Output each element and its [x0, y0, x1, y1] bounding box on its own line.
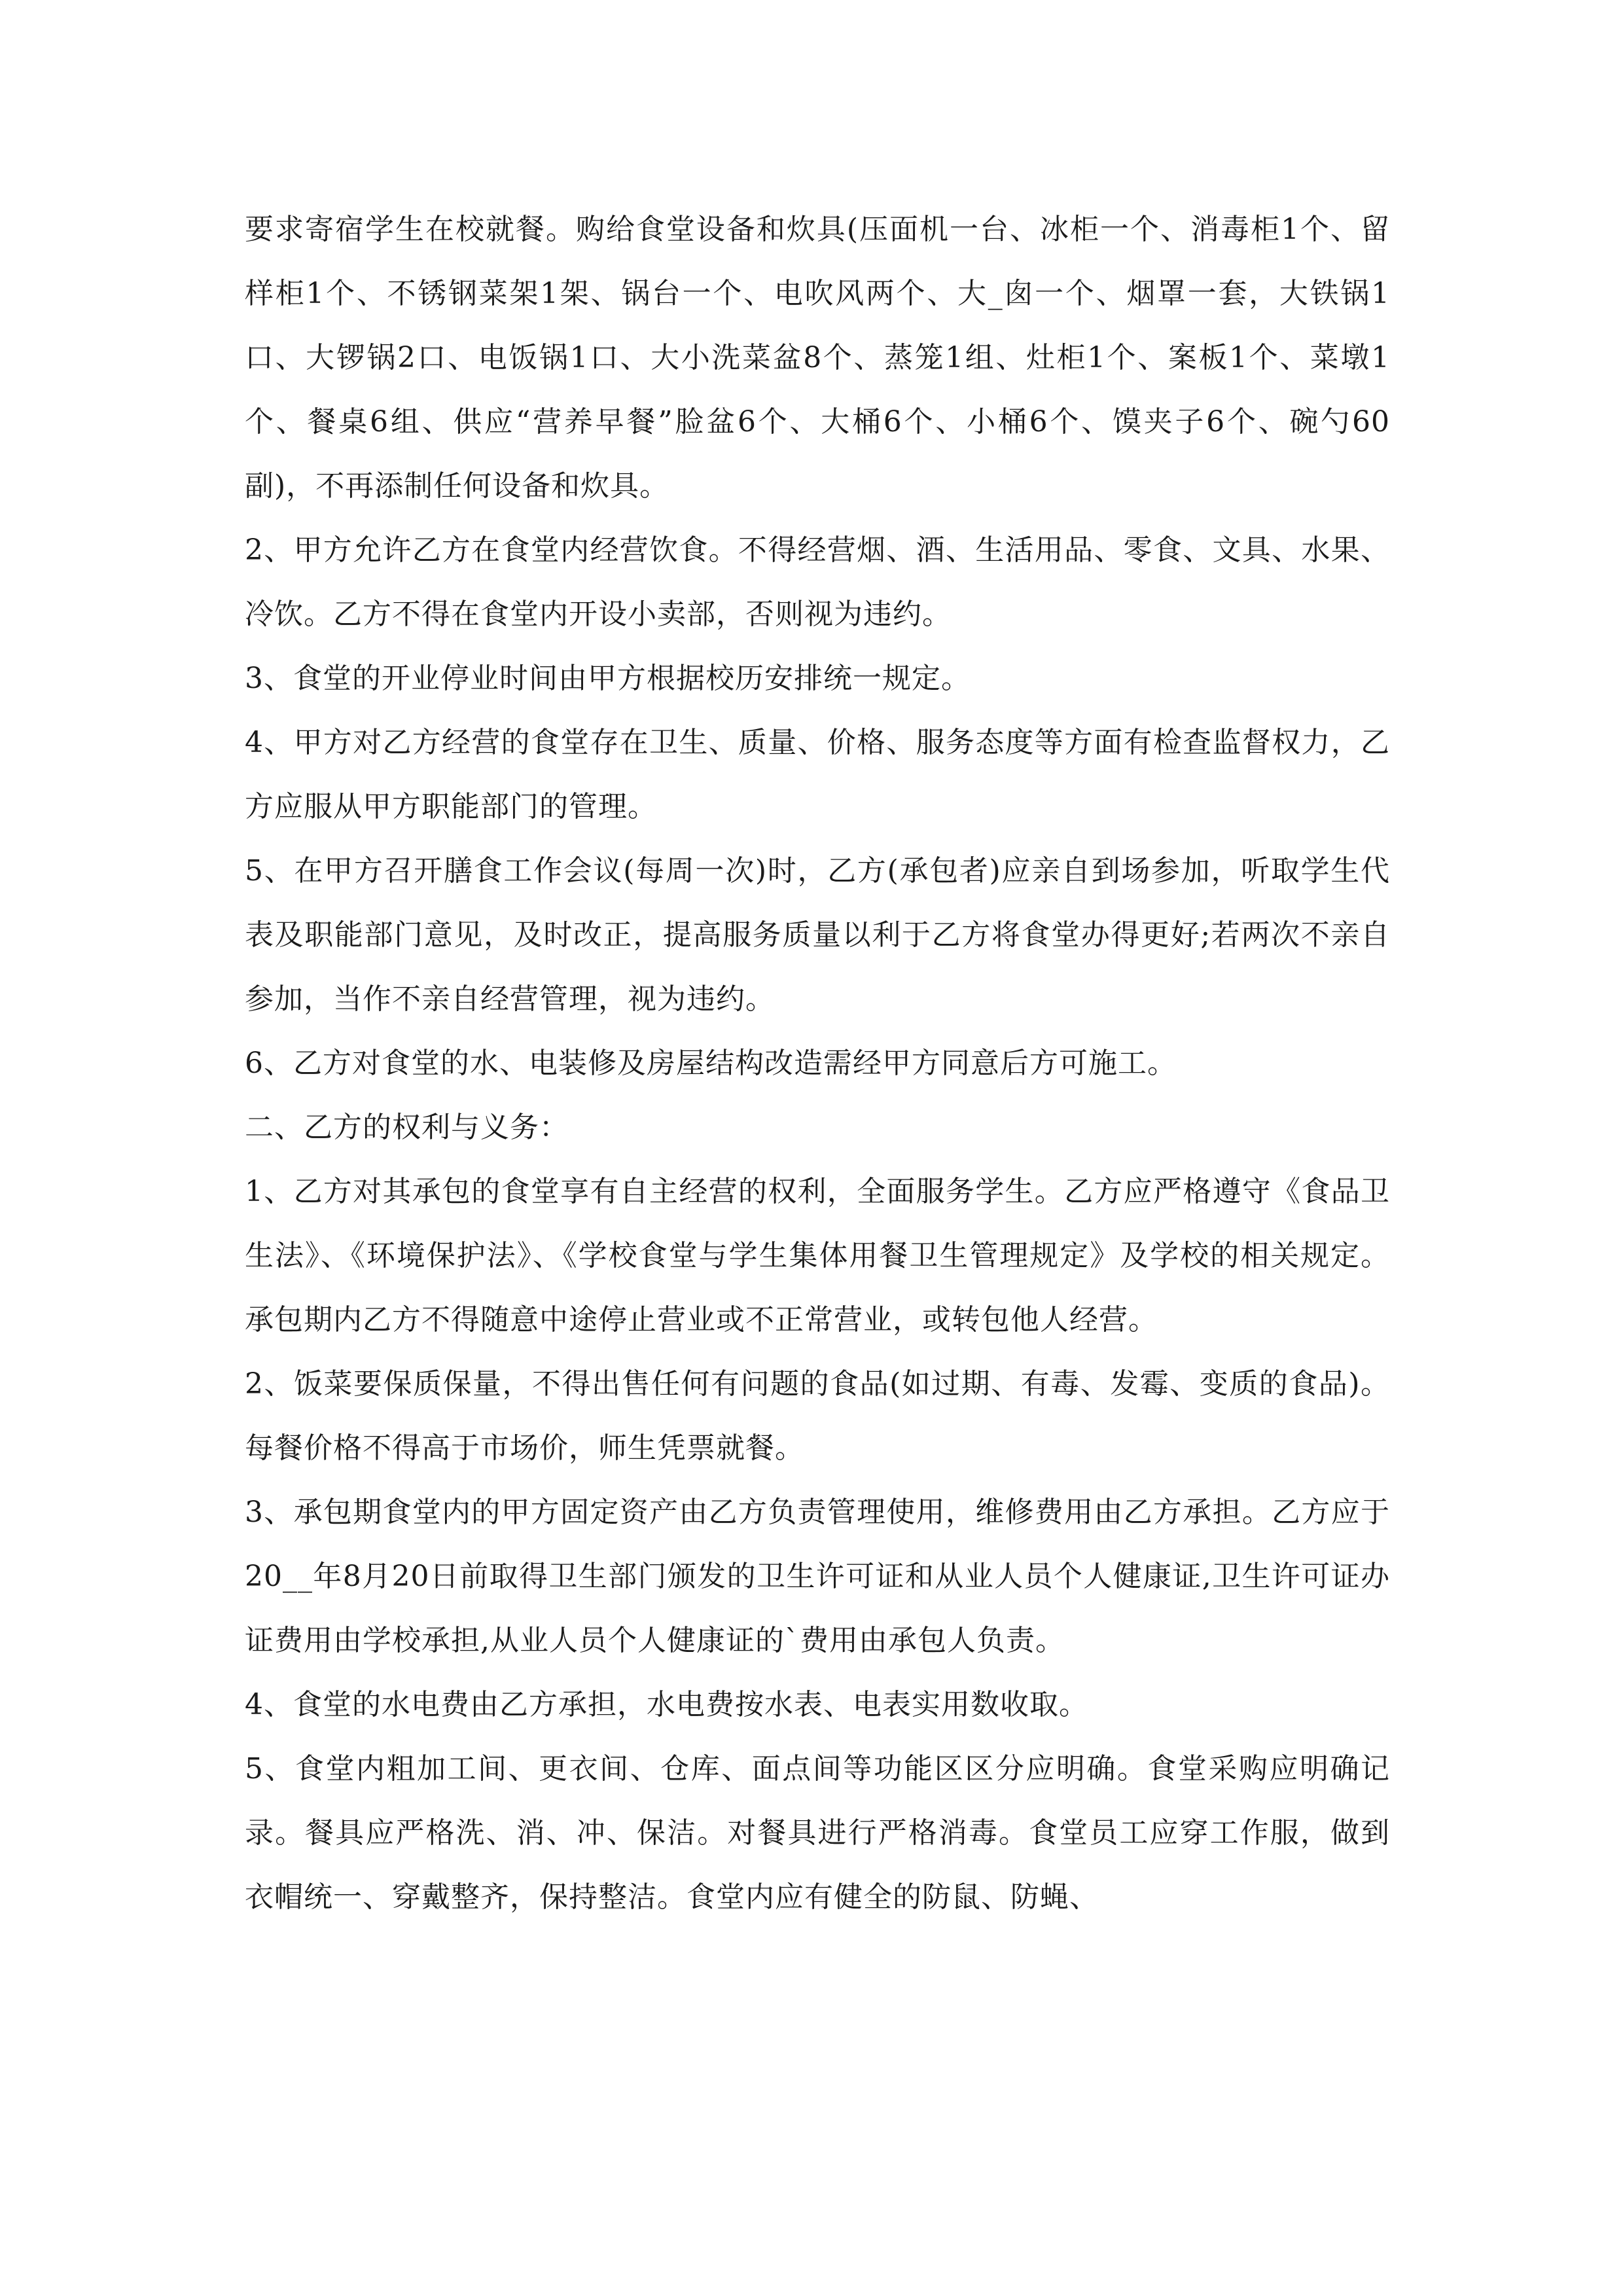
paragraph-b-clause-2: 2、饭菜要保质保量，不得出售任何有问题的食品(如过期、有毒、发霉、变质的食品)。每餐价格不得高于市场价，师生凭票就餐。	[245, 1367, 1390, 1465]
paragraph-clause-5: 5、在甲方召开膳食工作会议(每周一次)时，乙方(承包者)应亲自到场参加，听取学生代表及职能部门意见，及时改正，提高服务质量以利于乙方将食堂办得更好;若两次不亲自参加，当作不亲自经营管理，视为违约。	[245, 854, 1390, 1016]
paragraph-clause-6: 6、乙方对食堂的水、电装修及房屋结构改造需经甲方同意后方可施工。	[245, 1047, 1177, 1080]
paragraph-b-clause-4: 4、食堂的水电费由乙方承担，水电费按水表、电表实用数收取。	[245, 1688, 1088, 1721]
paragraph-clause-3: 3、食堂的开业停业时间由甲方根据校历安排统一规定。	[245, 662, 971, 695]
paragraph-b-clause-5: 5、食堂内粗加工间、更衣间、仓库、面点间等功能区区分应明确。食堂采购应明确记录。餐具应严格洗、消、冲、保洁。对餐具进行严格消毒。食堂员工应穿工作服，做到衣帽统一、穿戴整齐，保持整洁。食堂内应有健全的防鼠、防蝇、	[245, 1752, 1390, 1914]
paragraph-clause-4: 4、甲方对乙方经营的食堂存在卫生、质量、价格、服务态度等方面有检查监督权力，乙方应服从甲方职能部门的管理。	[245, 726, 1390, 823]
paragraph-b-clause-3: 3、承包期食堂内的甲方固定资产由乙方负责管理使用，维修费用由乙方承担。乙方应于20__年8月20日前取得卫生部门颁发的卫生许可证和从业人员个人健康证,卫生许可证办证费用由学校承担,从业人员个人健康证的`费用由承包人负责。	[245, 1496, 1390, 1657]
paragraph-clause-2: 2、甲方允许乙方在食堂内经营饮食。不得经营烟、酒、生活用品、零食、文具、水果、冷饮。乙方不得在食堂内开设小卖部，否则视为违约。	[245, 533, 1390, 631]
document-body	[245, 198, 1390, 1929]
section-heading-party-b: 二、乙方的权利与义务：	[245, 1111, 569, 1144]
paragraph-equipment: 要求寄宿学生在校就餐。购给食堂设备和炊具(压面机一台、冰柜一个、消毒柜1个、留样柜1个、不锈钢菜架1架、锅台一个、电吹风两个、大_囱一个、烟罩一套，大铁锅1口、大锣锅2口、电饭锅1口、大小洗菜盆8个、蒸笼1组、灶柜1个、案板1个、菜墩1个、餐桌6组、供应“营养早餐”脸盆6个、大桶6个、小桶6个、馍夹子6个、碗勺60副)，不再添制任何设备和炊具。	[245, 213, 1390, 503]
paragraph-b-clause-1: 1、乙方对其承包的食堂享有自主经营的权利，全面服务学生。乙方应严格遵守《食品卫生法》、《环境保护法》、《学校食堂与学生集体用餐卫生管理规定》及学校的相关规定。承包期内乙方不得随意中途停止营业或不正常营业，或转包他人经营。	[245, 1175, 1390, 1336]
